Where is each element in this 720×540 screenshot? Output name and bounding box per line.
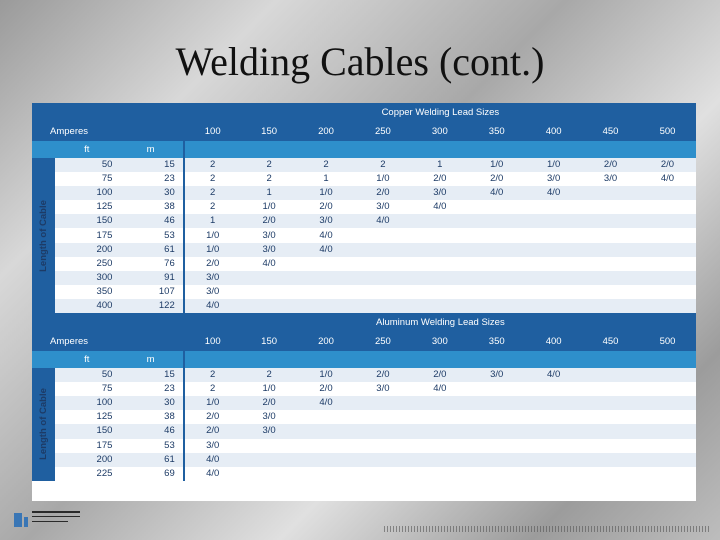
- copper-amperes-value: 350: [468, 122, 525, 141]
- copper-amperes-value: 300: [411, 122, 468, 141]
- copper-lead-size: [468, 243, 525, 257]
- copper-heading-blank: [32, 103, 184, 122]
- copper-amperes-value: 100: [184, 122, 241, 141]
- copper-units-blank: [639, 141, 696, 158]
- copper-lead-size: [468, 257, 525, 271]
- copper-lead-size: 3/0: [298, 214, 355, 228]
- aluminum-length-ft: 225: [55, 467, 118, 481]
- copper-length-ft: 175: [55, 228, 118, 242]
- aluminum-lead-size: [411, 467, 468, 481]
- aluminum-units-blank: [241, 351, 298, 368]
- aluminum-lead-size: 2/0: [354, 368, 411, 382]
- aluminum-lead-size: 2: [241, 368, 298, 382]
- aluminum-heading: Aluminum Welding Lead Sizes: [184, 313, 696, 332]
- copper-lead-size: 2: [184, 172, 241, 186]
- copper-lead-size: [582, 299, 639, 313]
- aluminum-lead-size: [298, 410, 355, 424]
- aluminum-length-m: 23: [118, 382, 183, 396]
- copper-length-m: 122: [118, 299, 183, 313]
- copper-lead-size: 4/0: [298, 228, 355, 242]
- copper-lead-size: 2: [184, 186, 241, 200]
- aluminum-units-blank: [582, 351, 639, 368]
- aluminum-lead-size: 3/0: [184, 439, 241, 453]
- aluminum-lead-size: [468, 424, 525, 438]
- copper-lead-size: [639, 228, 696, 242]
- copper-lead-size: 1/0: [525, 158, 582, 172]
- aluminum-lead-size: [582, 424, 639, 438]
- copper-heading-row: [32, 103, 696, 122]
- copper-lead-size: [354, 299, 411, 313]
- copper-lead-size: [525, 214, 582, 228]
- copper-lead-size: 3/0: [241, 243, 298, 257]
- aluminum-lead-size: [298, 424, 355, 438]
- aluminum-lead-size: [298, 453, 355, 467]
- aluminum-table-row: [32, 467, 696, 481]
- copper-lead-size: [241, 271, 298, 285]
- copper-lead-size: [639, 200, 696, 214]
- aluminum-lead-size: [582, 467, 639, 481]
- copper-unit-ft: ft: [55, 141, 118, 158]
- copper-lead-size: [639, 243, 696, 257]
- copper-lead-size: [525, 257, 582, 271]
- aluminum-lead-size: 4/0: [411, 382, 468, 396]
- copper-lead-size: [468, 228, 525, 242]
- copper-units-blank: [525, 141, 582, 158]
- copper-length-ft: 400: [55, 299, 118, 313]
- aluminum-amperes-value: 300: [411, 332, 468, 351]
- copper-length-m: 53: [118, 228, 183, 242]
- copper-length-ft: 150: [55, 214, 118, 228]
- copper-lead-size: [298, 257, 355, 271]
- aluminum-units-blank: [639, 351, 696, 368]
- copper-lead-size: [582, 257, 639, 271]
- copper-units-blank: [468, 141, 525, 158]
- copper-lead-size: [354, 285, 411, 299]
- copper-lead-size: 1: [241, 186, 298, 200]
- aluminum-lead-size: [411, 424, 468, 438]
- copper-amperes-label: Amperes: [32, 122, 184, 141]
- aluminum-length-ft: 150: [55, 424, 118, 438]
- copper-lead-size: 1/0: [241, 200, 298, 214]
- copper-lead-size: [411, 257, 468, 271]
- copper-units-blank: [411, 141, 468, 158]
- aluminum-lead-size: [241, 453, 298, 467]
- copper-lead-size: [582, 228, 639, 242]
- copper-lead-size: 2: [184, 158, 241, 172]
- copper-lead-size: 4/0: [468, 186, 525, 200]
- copper-lead-size: 1: [411, 158, 468, 172]
- aluminum-lead-size: [354, 453, 411, 467]
- copper-lead-size: 4/0: [411, 200, 468, 214]
- copper-lead-size: [582, 271, 639, 285]
- aluminum-table-row: [32, 453, 696, 467]
- aluminum-lead-size: [525, 467, 582, 481]
- copper-lead-size: [411, 228, 468, 242]
- aluminum-length-m: 38: [118, 410, 183, 424]
- aluminum-units-blank: [298, 351, 355, 368]
- aluminum-lead-size: [411, 439, 468, 453]
- copper-lead-size: 2/0: [184, 257, 241, 271]
- aluminum-lead-size: 3/0: [354, 382, 411, 396]
- aluminum-amperes-value: 350: [468, 332, 525, 351]
- aluminum-lead-size: [525, 410, 582, 424]
- copper-units-blank: [241, 141, 298, 158]
- copper-units-blank: [298, 141, 355, 158]
- copper-length-ft: 75: [55, 172, 118, 186]
- aluminum-units-blank: [184, 351, 241, 368]
- aluminum-amperes-label: Amperes: [32, 332, 184, 351]
- aluminum-amperes-value: 250: [354, 332, 411, 351]
- copper-lead-size: [298, 285, 355, 299]
- copper-length-ft: 350: [55, 285, 118, 299]
- aluminum-lead-size: [639, 424, 696, 438]
- copper-lead-size: 4/0: [241, 257, 298, 271]
- copper-lead-size: 4/0: [354, 214, 411, 228]
- copper-table-row: [32, 271, 696, 285]
- copper-lead-size: [298, 299, 355, 313]
- copper-table-row: [32, 172, 696, 186]
- copper-length-m: 30: [118, 186, 183, 200]
- copper-units-blank: [354, 141, 411, 158]
- copper-lead-size: [639, 285, 696, 299]
- aluminum-length-m: 53: [118, 439, 183, 453]
- aluminum-amperes-row: [32, 332, 696, 351]
- copper-heading: Copper Welding Lead Sizes: [184, 103, 696, 122]
- copper-table-row: [32, 158, 696, 172]
- copper-lead-size: [241, 299, 298, 313]
- copper-lead-size: 2/0: [354, 186, 411, 200]
- copper-amperes-value: 200: [298, 122, 355, 141]
- lead-size-table: [32, 103, 696, 481]
- aluminum-lead-size: 2/0: [411, 368, 468, 382]
- aluminum-lead-size: 2/0: [298, 382, 355, 396]
- copper-lead-size: [525, 285, 582, 299]
- aluminum-unit-ft: ft: [55, 351, 118, 368]
- copper-amperes-value: 150: [241, 122, 298, 141]
- copper-lead-size: 2/0: [468, 172, 525, 186]
- copper-lead-size: [639, 186, 696, 200]
- copper-lead-size: [354, 257, 411, 271]
- aluminum-units-blank: [354, 351, 411, 368]
- copper-lead-size: 3/0: [184, 285, 241, 299]
- aluminum-lead-size: [582, 410, 639, 424]
- copper-amperes-value: 400: [525, 122, 582, 141]
- aluminum-lead-size: [639, 382, 696, 396]
- aluminum-lead-size: [468, 396, 525, 410]
- aluminum-lead-size: [354, 396, 411, 410]
- aluminum-length-ft: 75: [55, 382, 118, 396]
- copper-lead-size: 3/0: [582, 172, 639, 186]
- aluminum-lead-size: 4/0: [298, 396, 355, 410]
- aluminum-length-ft: 125: [55, 410, 118, 424]
- aluminum-units-row: [32, 351, 696, 368]
- aluminum-lead-size: [468, 382, 525, 396]
- copper-lead-size: [354, 228, 411, 242]
- aluminum-length-ft: 50: [55, 368, 118, 382]
- aluminum-length-ft: 200: [55, 453, 118, 467]
- aluminum-table-row: [32, 410, 696, 424]
- aluminum-lead-size: 2/0: [241, 396, 298, 410]
- aluminum-lead-size: 2/0: [184, 424, 241, 438]
- copper-lead-size: [639, 271, 696, 285]
- aluminum-length-of-cable-text: Length of Cable: [37, 388, 49, 461]
- copper-lead-size: 3/0: [525, 172, 582, 186]
- aluminum-lead-size: [468, 410, 525, 424]
- copper-lead-size: 2: [241, 172, 298, 186]
- copper-lead-size: [525, 271, 582, 285]
- copper-lead-size: [582, 186, 639, 200]
- copper-lead-size: 1/0: [468, 158, 525, 172]
- copper-length-m: 46: [118, 214, 183, 228]
- copper-table-row: [32, 285, 696, 299]
- aluminum-lead-size: [411, 453, 468, 467]
- copper-lead-size: [354, 271, 411, 285]
- aluminum-lead-size: 4/0: [184, 467, 241, 481]
- copper-lead-size: [468, 271, 525, 285]
- copper-lead-size: 2: [354, 158, 411, 172]
- copper-table-row: [32, 228, 696, 242]
- aluminum-length-m: 30: [118, 396, 183, 410]
- copper-lead-size: [468, 214, 525, 228]
- aluminum-length-m: 69: [118, 467, 183, 481]
- copper-lead-size: [582, 200, 639, 214]
- copper-amperes-value: 250: [354, 122, 411, 141]
- aluminum-lead-size: [468, 453, 525, 467]
- aluminum-amperes-value: 400: [525, 332, 582, 351]
- aluminum-lead-size: 1/0: [241, 382, 298, 396]
- aluminum-length-ft: 100: [55, 396, 118, 410]
- copper-lead-size: 4/0: [639, 172, 696, 186]
- aluminum-length-m: 46: [118, 424, 183, 438]
- aluminum-lead-size: [411, 410, 468, 424]
- aluminum-lead-size: 3/0: [241, 410, 298, 424]
- aluminum-lead-size: 2/0: [184, 410, 241, 424]
- aluminum-lead-size: [525, 453, 582, 467]
- copper-table-row: [32, 214, 696, 228]
- copper-lead-size: [525, 299, 582, 313]
- aluminum-lead-size: [298, 467, 355, 481]
- aluminum-amperes-value: 100: [184, 332, 241, 351]
- copper-length-of-cable-label: [32, 158, 55, 313]
- copper-lead-size: [411, 271, 468, 285]
- aluminum-lead-size: [525, 396, 582, 410]
- copper-lead-size: [411, 214, 468, 228]
- aluminum-lead-size: [354, 439, 411, 453]
- aluminum-lead-size: [639, 396, 696, 410]
- copper-lead-size: 4/0: [525, 186, 582, 200]
- aluminum-lead-size: [582, 368, 639, 382]
- copper-lead-size: [411, 285, 468, 299]
- aluminum-amperes-value: 450: [582, 332, 639, 351]
- aluminum-lead-size: 3/0: [241, 424, 298, 438]
- copper-amperes-row: [32, 122, 696, 141]
- aluminum-amperes-value: 150: [241, 332, 298, 351]
- aluminum-unit-m: m: [118, 351, 183, 368]
- aluminum-lead-size: [525, 382, 582, 396]
- aluminum-length-of-cable-label: [32, 368, 55, 481]
- copper-table-row: [32, 299, 696, 313]
- aluminum-table-row: [32, 382, 696, 396]
- copper-lead-size: [241, 285, 298, 299]
- copper-lead-size: [582, 214, 639, 228]
- aluminum-lead-size: [639, 410, 696, 424]
- aluminum-length-ft: 175: [55, 439, 118, 453]
- copper-length-m: 107: [118, 285, 183, 299]
- copper-length-m: 61: [118, 243, 183, 257]
- copper-lead-size: [639, 299, 696, 313]
- copper-lead-size: 2/0: [411, 172, 468, 186]
- copper-length-ft: 250: [55, 257, 118, 271]
- aluminum-lead-size: 2: [184, 382, 241, 396]
- aluminum-lead-size: [582, 453, 639, 467]
- copper-lead-size: [525, 243, 582, 257]
- copper-lead-size: 1/0: [184, 243, 241, 257]
- copper-lead-size: 2: [298, 158, 355, 172]
- copper-lead-size: [639, 214, 696, 228]
- copper-units-row: [32, 141, 696, 158]
- copper-length-of-cable-text: Length of Cable: [37, 199, 49, 272]
- aluminum-lead-size: [582, 439, 639, 453]
- copper-lead-size: [639, 257, 696, 271]
- copper-unit-m: m: [118, 141, 183, 158]
- aluminum-heading-row: [32, 313, 696, 332]
- copper-lead-size: 1/0: [354, 172, 411, 186]
- copper-lead-size: [468, 285, 525, 299]
- aluminum-lead-size: [298, 439, 355, 453]
- aluminum-lead-size: [639, 453, 696, 467]
- copper-lead-size: [354, 243, 411, 257]
- copper-length-ft: 300: [55, 271, 118, 285]
- aluminum-lead-size: [241, 439, 298, 453]
- aluminum-table-row: [32, 368, 696, 382]
- copper-table-row: [32, 200, 696, 214]
- welding-cable-table: [32, 103, 696, 501]
- copper-lead-size: 2/0: [298, 200, 355, 214]
- copper-lead-size: 4/0: [298, 243, 355, 257]
- aluminum-length-m: 61: [118, 453, 183, 467]
- slide-title: Welding Cables (cont.): [175, 39, 545, 84]
- copper-lead-size: [411, 243, 468, 257]
- aluminum-lead-size: [468, 467, 525, 481]
- copper-lead-size: [468, 299, 525, 313]
- copper-lead-size: [582, 285, 639, 299]
- aluminum-lead-size: 1/0: [298, 368, 355, 382]
- copper-amperes-value: 450: [582, 122, 639, 141]
- aluminum-lead-size: [582, 382, 639, 396]
- aluminum-lead-size: [411, 396, 468, 410]
- copper-lead-size: [582, 243, 639, 257]
- aluminum-lead-size: 1/0: [184, 396, 241, 410]
- copper-amperes-value: 500: [639, 122, 696, 141]
- copper-lead-size: 2/0: [582, 158, 639, 172]
- aluminum-lead-size: [582, 396, 639, 410]
- copper-length-ft: 50: [55, 158, 118, 172]
- aluminum-units-blank: [411, 351, 468, 368]
- copper-lead-size: [525, 228, 582, 242]
- footer-text-strip: [384, 526, 710, 532]
- copper-lead-size: 1/0: [184, 228, 241, 242]
- copper-length-m: 91: [118, 271, 183, 285]
- copper-table-row: [32, 243, 696, 257]
- aluminum-table-row: [32, 396, 696, 410]
- copper-lead-size: [298, 271, 355, 285]
- copper-length-ft: 100: [55, 186, 118, 200]
- copper-lead-size: [468, 200, 525, 214]
- aluminum-units-blank: [525, 351, 582, 368]
- aluminum-lead-size: 4/0: [184, 453, 241, 467]
- aluminum-amperes-value: 500: [639, 332, 696, 351]
- copper-lead-size: 2: [184, 200, 241, 214]
- aluminum-lead-size: [639, 439, 696, 453]
- aluminum-lead-size: [468, 439, 525, 453]
- copper-lead-size: [411, 299, 468, 313]
- copper-length-m: 38: [118, 200, 183, 214]
- copper-length-m: 76: [118, 257, 183, 271]
- aluminum-lead-size: 4/0: [525, 368, 582, 382]
- aluminum-table-row: [32, 424, 696, 438]
- copper-lead-size: 3/0: [354, 200, 411, 214]
- copper-length-ft: 125: [55, 200, 118, 214]
- aluminum-lead-size: 3/0: [468, 368, 525, 382]
- aluminum-lead-size: [354, 410, 411, 424]
- copper-lead-size: 1: [298, 172, 355, 186]
- copper-units-blank: [582, 141, 639, 158]
- copper-lead-size: 2/0: [639, 158, 696, 172]
- copper-length-m: 15: [118, 158, 183, 172]
- copper-lead-size: 1: [184, 214, 241, 228]
- copper-length-ft: 200: [55, 243, 118, 257]
- aluminum-length-m: 15: [118, 368, 183, 382]
- copper-table-row: [32, 257, 696, 271]
- aluminum-units-spacer: [32, 351, 55, 368]
- aluminum-units-blank: [468, 351, 525, 368]
- copper-lead-size: 2: [241, 158, 298, 172]
- aluminum-lead-size: [639, 368, 696, 382]
- aluminum-lead-size: [241, 467, 298, 481]
- aluminum-lead-size: [354, 467, 411, 481]
- copper-lead-size: [525, 200, 582, 214]
- copper-lead-size: 3/0: [411, 186, 468, 200]
- copper-lead-size: 4/0: [184, 299, 241, 313]
- copper-lead-size: 3/0: [241, 228, 298, 242]
- aluminum-lead-size: [354, 424, 411, 438]
- copper-lead-size: 2/0: [241, 214, 298, 228]
- aluminum-lead-size: [525, 439, 582, 453]
- copper-lead-size: 1/0: [298, 186, 355, 200]
- copper-units-blank: [184, 141, 241, 158]
- aluminum-table-row: [32, 439, 696, 453]
- copper-lead-size: 3/0: [184, 271, 241, 285]
- copper-units-spacer: [32, 141, 55, 158]
- aluminum-lead-size: 2: [184, 368, 241, 382]
- aluminum-heading-blank: [32, 313, 184, 332]
- copper-length-m: 23: [118, 172, 183, 186]
- aluminum-lead-size: [639, 467, 696, 481]
- aluminum-lead-size: [525, 424, 582, 438]
- company-logo-icon: [12, 507, 82, 531]
- copper-table-row: [32, 186, 696, 200]
- aluminum-amperes-value: 200: [298, 332, 355, 351]
